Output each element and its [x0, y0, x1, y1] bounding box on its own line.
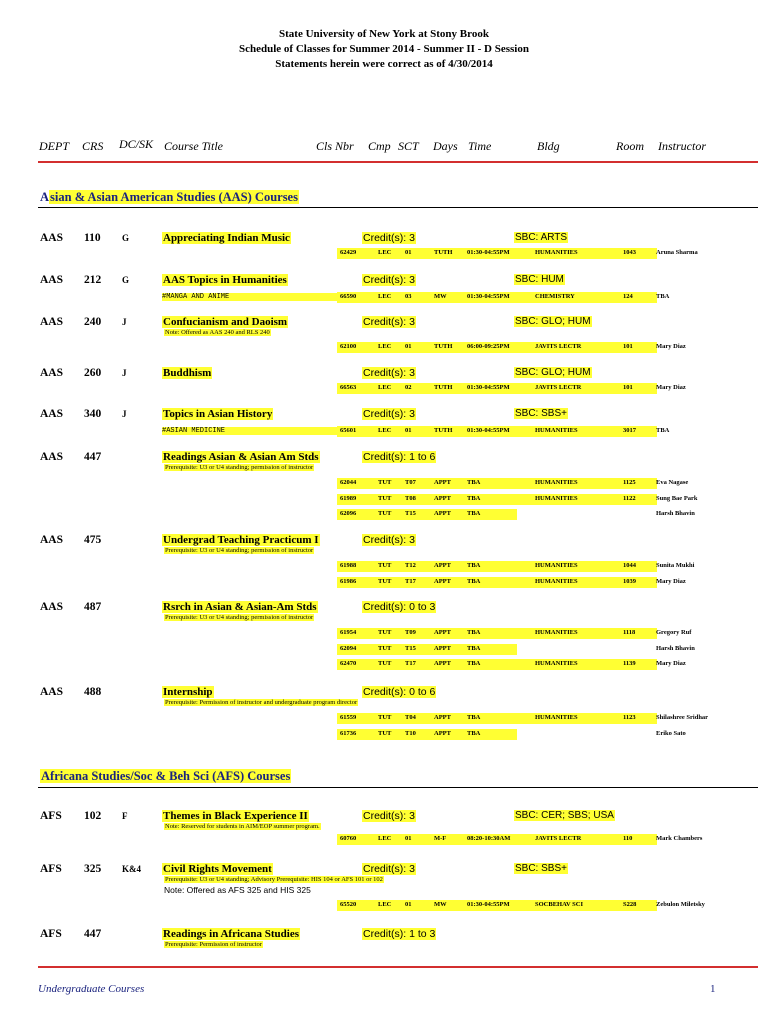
component: TUT	[378, 479, 392, 486]
room: 1122	[623, 494, 636, 502]
course-note: Note: Offered as AAS 240 and RLS 240	[165, 329, 270, 336]
days: APPT	[434, 510, 451, 517]
course-dcsk: G	[122, 233, 130, 243]
building: HUMANITIES	[535, 629, 578, 636]
col-dcsk: DC/SK	[119, 137, 154, 151]
section-code: 01	[405, 835, 412, 842]
component: TUT	[378, 510, 392, 517]
class-number: 62094	[340, 644, 357, 652]
course-number: 488	[84, 686, 102, 698]
course-dcsk: J	[122, 409, 127, 419]
course-number: 447	[84, 451, 102, 463]
course-number: 212	[84, 274, 102, 286]
room: 1125	[623, 479, 636, 486]
instructor: Aruna Sharma	[656, 249, 698, 256]
class-number: 62429	[340, 249, 357, 256]
instructor: Shilashree Sridhar	[656, 714, 709, 721]
class-number: 62470	[340, 660, 357, 667]
building: HUMANITIES	[535, 714, 578, 721]
time: TBA	[467, 714, 481, 721]
class-number: 61736	[340, 729, 357, 737]
building: HUMANITIES	[535, 660, 578, 667]
course-dept: AFS	[40, 863, 62, 875]
course-credits: Credit(s): 3	[363, 232, 415, 244]
course-dept: AAS	[40, 451, 64, 463]
course-credits: Credit(s): 0 to 3	[363, 601, 436, 613]
building: HUMANITIES	[535, 494, 578, 502]
course-dept: AAS	[40, 408, 64, 420]
course-credits: Credit(s): 3	[363, 863, 415, 875]
building: HUMANITIES	[535, 577, 578, 585]
col-bldg: Bldg	[537, 139, 560, 153]
time: 01:30-04:55PM	[467, 427, 510, 434]
instructor: Mark Chambers	[656, 835, 703, 842]
time: 01:30-04:55PM	[467, 249, 510, 256]
course-title: Themes in Black Experience II	[163, 810, 308, 822]
section-code: 03	[405, 293, 412, 300]
class-number: 62100	[340, 343, 357, 350]
course-credits: Credit(s): 3	[363, 534, 415, 546]
section-row-highlight	[337, 509, 517, 520]
col-sct: SCT	[398, 139, 419, 153]
time: TBA	[467, 660, 481, 667]
days: TUTH	[434, 343, 453, 350]
class-number: 60760	[340, 835, 357, 842]
course-note: Prerequisite: Permission of instructor and undergraduate program director	[165, 699, 358, 706]
component: LEC	[378, 835, 392, 842]
section-rule	[38, 207, 758, 208]
col-days: Days	[433, 139, 458, 153]
days: TUTH	[434, 384, 453, 391]
footer-rule	[38, 966, 758, 968]
component: TUT	[378, 577, 392, 585]
time: TBA	[467, 629, 481, 636]
building: JAVITS LECTR	[535, 343, 582, 350]
section-code: 01	[405, 901, 412, 908]
room: S228	[623, 901, 637, 908]
component: TUT	[378, 729, 392, 737]
building: HUMANITIES	[535, 427, 578, 434]
header-university: State University of New York at Stony Brook	[279, 28, 489, 40]
course-sbc: SBC: ARTS	[515, 232, 568, 243]
page-number: 1	[710, 983, 716, 995]
instructor: Mary Diaz	[656, 343, 686, 350]
class-number: 61989	[340, 494, 357, 502]
course-title: Undergrad Teaching Practicum I	[163, 534, 319, 546]
header-rule	[38, 161, 758, 163]
course-dcsk: G	[122, 275, 130, 285]
course-dept: AAS	[40, 601, 64, 613]
time: 01:30-04:55PM	[467, 293, 510, 300]
days: APPT	[434, 714, 451, 721]
room: 3017	[623, 427, 636, 434]
days: APPT	[434, 479, 451, 486]
days: APPT	[434, 644, 451, 652]
col-clsnbr: Cls Nbr	[316, 139, 354, 153]
component: TUT	[378, 644, 392, 652]
days: APPT	[434, 729, 451, 737]
section-code: T15	[405, 644, 416, 652]
instructor: Sung Bae Park	[656, 494, 698, 502]
room: 124	[623, 293, 633, 300]
course-dept: AAS	[40, 274, 64, 286]
section-initial: A	[40, 190, 50, 204]
course-credits: Credit(s): 3	[363, 408, 415, 420]
col-room: Room	[616, 139, 644, 153]
days: APPT	[434, 629, 451, 636]
col-time: Time	[468, 139, 492, 153]
days: M-F	[434, 835, 447, 842]
time: 01:30-04:55PM	[467, 384, 510, 391]
course-number: 340	[84, 408, 102, 420]
building: HUMANITIES	[535, 479, 578, 486]
course-number: 110	[84, 232, 101, 244]
course-note: Note: Reserved for students in AIM/EOP summer program.	[165, 823, 320, 830]
course-note: Prerequisite: U3 or U4 standing; permission of instructor	[165, 547, 314, 554]
course-note: Prerequisite: U3 or U4 standing; permission of instructor	[165, 464, 314, 471]
course-note-2: Note: Offered as AFS 325 and HIS 325	[164, 885, 311, 895]
time: TBA	[467, 729, 481, 737]
building: SOCBEHAV SCI	[535, 901, 583, 908]
section-code: 02	[405, 384, 412, 391]
course-sbc: SBC: GLO; HUM	[515, 316, 591, 327]
room: 1139	[623, 660, 636, 667]
room: 101	[623, 343, 633, 350]
course-dept: AFS	[40, 928, 62, 940]
days: TUTH	[434, 427, 453, 434]
course-title: Civil Rights Movement	[163, 863, 272, 875]
course-credits: Credit(s): 3	[363, 316, 415, 328]
section-code: 01	[405, 427, 412, 434]
course-dept: AAS	[40, 232, 64, 244]
course-dcsk: F	[122, 811, 128, 821]
instructor: Eva Nagase	[656, 479, 689, 486]
building: JAVITS LECTR	[535, 835, 582, 842]
instructor: TBA	[656, 427, 670, 434]
time: TBA	[467, 494, 481, 502]
course-sbc: SBC: CER; SBS; USA	[515, 810, 614, 821]
days: APPT	[434, 494, 451, 502]
instructor: TBA	[656, 293, 670, 300]
section-code: 01	[405, 249, 412, 256]
course-title: Confucianism and Daoism	[163, 316, 288, 328]
course-note: Prerequisite: U3 or U4 standing; Advisory Prerequisite: HIS 104 or AFS 101 or 102	[165, 876, 383, 883]
room: 1044	[623, 562, 636, 569]
class-number: 65601	[340, 427, 357, 434]
component: TUT	[378, 660, 392, 667]
days: APPT	[434, 562, 451, 569]
col-dept: DEPT	[39, 139, 69, 153]
header-statement: Statements herein were correct as of 4/30/2014	[275, 58, 493, 70]
component: LEC	[378, 427, 392, 434]
col-instructor: Instructor	[658, 139, 706, 153]
time: 08:20-10:30AM	[467, 835, 511, 842]
instructor: Gregory Ruf	[656, 629, 692, 636]
time: TBA	[467, 479, 481, 486]
days: MW	[434, 293, 447, 300]
col-title: Course Title	[164, 139, 224, 153]
time: TBA	[467, 562, 481, 569]
time: TBA	[467, 510, 481, 517]
course-topic: #ASIAN MEDICINE	[162, 427, 338, 435]
section-code: T17	[405, 577, 416, 585]
course-title: Appreciating Indian Music	[163, 232, 290, 244]
course-sbc: SBC: GLO; HUM	[515, 367, 591, 378]
room: 101	[623, 384, 633, 391]
room: 1043	[623, 249, 636, 256]
section-code: T17	[405, 660, 416, 667]
section-row-highlight	[337, 729, 517, 740]
section-code: T09	[405, 629, 416, 636]
col-crs: CRS	[82, 139, 104, 153]
course-credits: Credit(s): 3	[363, 274, 415, 286]
course-credits: Credit(s): 0 to 6	[363, 686, 436, 698]
course-number: 102	[84, 810, 102, 822]
section-code: T04	[405, 714, 416, 721]
course-number: 475	[84, 534, 102, 546]
footer-label: Undergraduate Courses	[38, 983, 145, 995]
instructor: Mary Diaz	[656, 384, 686, 391]
component: LEC	[378, 343, 392, 350]
class-number: 62096	[340, 510, 357, 517]
course-note: Prerequisite: U3 or U4 standing; permission of instructor	[165, 614, 314, 621]
class-number: 66590	[340, 293, 357, 300]
course-number: 487	[84, 601, 102, 613]
section-heading-afs	[40, 769, 291, 784]
class-number: 61988	[340, 562, 357, 569]
days: APPT	[434, 577, 451, 585]
time: TBA	[467, 644, 481, 652]
building: HUMANITIES	[535, 249, 578, 256]
course-dept: AAS	[40, 316, 64, 328]
instructor: Sunita Mukhi	[656, 562, 695, 569]
course-credits: Credit(s): 3	[363, 810, 415, 822]
component: TUT	[378, 629, 392, 636]
component: LEC	[378, 384, 392, 391]
course-dept: AAS	[40, 686, 64, 698]
course-number: 325	[84, 863, 102, 875]
section-code: T08	[405, 494, 416, 502]
course-dept: AFS	[40, 810, 62, 822]
section-title: sian & Asian American Studies (AAS) Courses	[50, 190, 298, 204]
section-code: 01	[405, 343, 412, 350]
instructor: Zebulon Miletsky	[656, 901, 705, 908]
class-number: 61986	[340, 577, 357, 585]
course-title: Topics in Asian History	[163, 408, 273, 420]
course-sbc: SBC: HUM	[515, 274, 564, 285]
course-title: Buddhism	[163, 367, 212, 379]
course-title: AAS Topics in Humanities	[163, 274, 287, 286]
course-title: Internship	[163, 686, 213, 698]
building: JAVITS LECTR	[535, 384, 582, 391]
room: 1039	[623, 577, 636, 585]
instructor: Mary Diaz	[656, 577, 686, 585]
section-heading-aas	[40, 190, 299, 205]
course-dcsk: K&4	[122, 864, 141, 874]
class-number: 61559	[340, 714, 357, 721]
section-row-highlight	[337, 644, 517, 655]
building: CHEMISTRY	[535, 293, 575, 300]
time: 06:00-09:25PM	[467, 343, 510, 350]
course-sbc: SBC: SBS+	[515, 408, 567, 419]
course-title: Readings in Africana Studies	[163, 928, 299, 940]
course-note: Prerequisite: Permission of instructor	[165, 941, 262, 948]
course-dcsk: J	[122, 368, 127, 378]
section-code: T10	[405, 729, 416, 737]
room: 1118	[623, 629, 636, 636]
class-number: 66563	[340, 384, 357, 391]
component: TUT	[378, 494, 392, 502]
component: TUT	[378, 562, 392, 569]
instructor: Eriko Sato	[656, 729, 686, 737]
course-title: Readings Asian & Asian Am Stds	[163, 451, 319, 463]
component: LEC	[378, 901, 392, 908]
days: APPT	[434, 660, 451, 667]
section-code: T12	[405, 562, 416, 569]
building: HUMANITIES	[535, 562, 578, 569]
component: LEC	[378, 249, 392, 256]
course-number: 260	[84, 367, 102, 379]
course-credits: Credit(s): 3	[363, 367, 415, 379]
course-credits: Credit(s): 1 to 6	[363, 451, 436, 463]
days: TUTH	[434, 249, 453, 256]
course-topic: #MANGA AND ANIME	[162, 293, 338, 301]
class-number: 61954	[340, 629, 357, 636]
course-number: 240	[84, 316, 102, 328]
class-number: 62044	[340, 479, 357, 486]
component: LEC	[378, 293, 392, 300]
header-schedule: Schedule of Classes for Summer 2014 - Summer II - D Session	[239, 43, 529, 55]
course-dept: AAS	[40, 534, 64, 546]
time: 01:30-04:55PM	[467, 901, 510, 908]
course-credits: Credit(s): 1 to 3	[363, 928, 436, 940]
instructor: Mary Diaz	[656, 660, 686, 667]
class-number: 65520	[340, 901, 357, 908]
section-code: T07	[405, 479, 416, 486]
course-sbc: SBC: SBS+	[515, 863, 567, 874]
time: TBA	[467, 577, 481, 585]
course-number: 447	[84, 928, 102, 940]
room: 110	[623, 835, 633, 842]
section-title: Africana Studies/Soc & Beh Sci (AFS) Courses	[41, 769, 291, 783]
course-title: Rsrch in Asian & Asian-Am Stds	[163, 601, 317, 613]
section-rule	[38, 787, 758, 788]
col-cmp: Cmp	[368, 139, 391, 153]
instructor: Harsh Bhavin	[656, 644, 695, 652]
component: TUT	[378, 714, 392, 721]
section-code: T15	[405, 510, 416, 517]
days: MW	[434, 901, 447, 908]
course-dcsk: J	[122, 317, 127, 327]
instructor: Harsh Bhavin	[656, 510, 695, 517]
room: 1123	[623, 714, 636, 721]
course-dept: AAS	[40, 367, 64, 379]
